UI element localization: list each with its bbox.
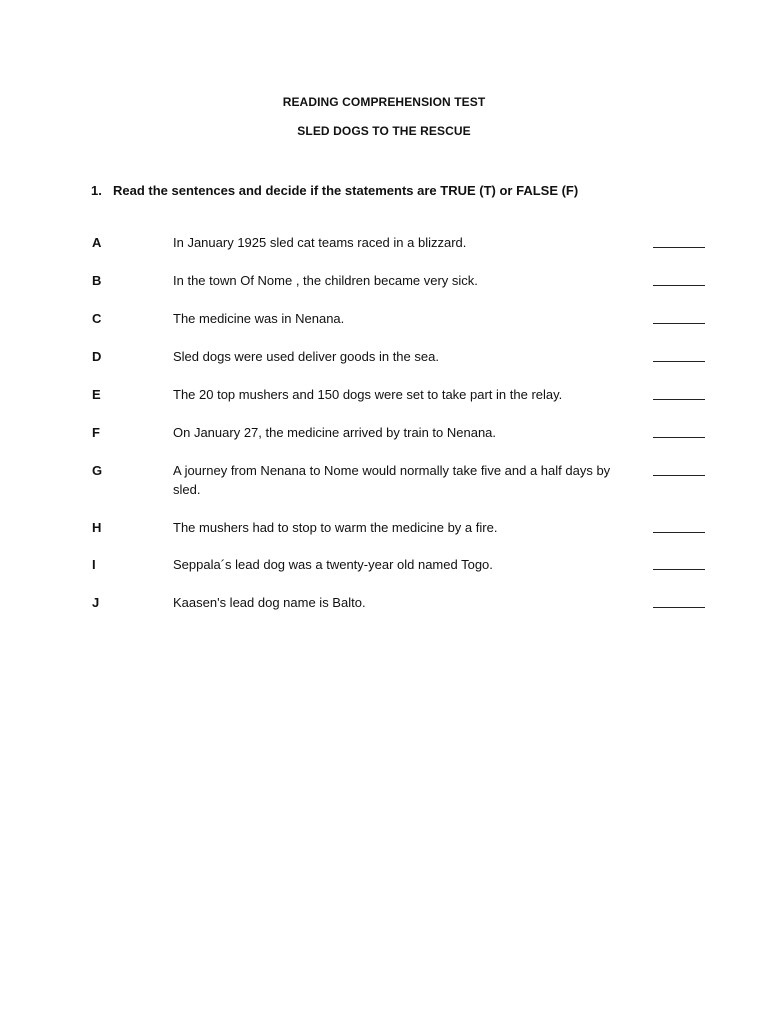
statement-letter: H xyxy=(92,520,102,535)
statement-text: Seppala´s lead dog was a twenty-year old named Togo. xyxy=(173,557,493,572)
statement-letter: G xyxy=(92,463,103,478)
answer-blank[interactable] xyxy=(653,607,705,608)
question-text: Read the sentences and decide if the statements are TRUE (T) or FALSE (F) xyxy=(113,183,579,198)
answer-blank[interactable] xyxy=(653,399,705,400)
answer-blank[interactable] xyxy=(653,361,705,362)
answer-blank[interactable] xyxy=(653,285,705,286)
page-subtitle: SLED DOGS TO THE RESCUE xyxy=(297,124,471,138)
statement-letter: D xyxy=(92,349,102,364)
statement-letter: F xyxy=(92,425,100,440)
statement-text: Kaasen's lead dog name is Balto. xyxy=(173,595,366,610)
statement-text: In the town Of Nome , the children became very sick. xyxy=(173,273,478,288)
statement-letter: E xyxy=(92,387,101,402)
question-number: 1. xyxy=(91,183,102,198)
statement-letter: C xyxy=(92,311,102,326)
statement-text: On January 27, the medicine arrived by train to Nenana. xyxy=(173,425,497,440)
statement-text: Sled dogs were used deliver goods in the sea. xyxy=(173,349,439,364)
statement-text: A journey from Nenana to Nome would normally take five and a half days by sled. xyxy=(173,463,611,497)
statement-letter: I xyxy=(92,557,96,572)
statement-text: The mushers had to stop to warm the medicine by a fire. xyxy=(173,520,498,535)
answer-blank[interactable] xyxy=(653,532,705,533)
question-instruction xyxy=(91,183,578,198)
answer-blank[interactable] xyxy=(653,475,705,476)
answer-blank[interactable] xyxy=(653,437,705,438)
statement-letter: A xyxy=(92,235,102,250)
statement-letter: B xyxy=(92,273,102,288)
answer-blank[interactable] xyxy=(653,323,705,324)
statement-letter: J xyxy=(92,595,100,610)
statement-text: In January 1925 sled cat teams raced in a blizzard. xyxy=(173,235,467,250)
answer-blank[interactable] xyxy=(653,569,705,570)
statement-text: The 20 top mushers and 150 dogs were set to take part in the relay. xyxy=(173,387,563,402)
answer-blank[interactable] xyxy=(653,247,705,248)
statement-text: The medicine was in Nenana. xyxy=(173,311,345,326)
page-title: READING COMPREHENSION TEST xyxy=(282,95,486,109)
